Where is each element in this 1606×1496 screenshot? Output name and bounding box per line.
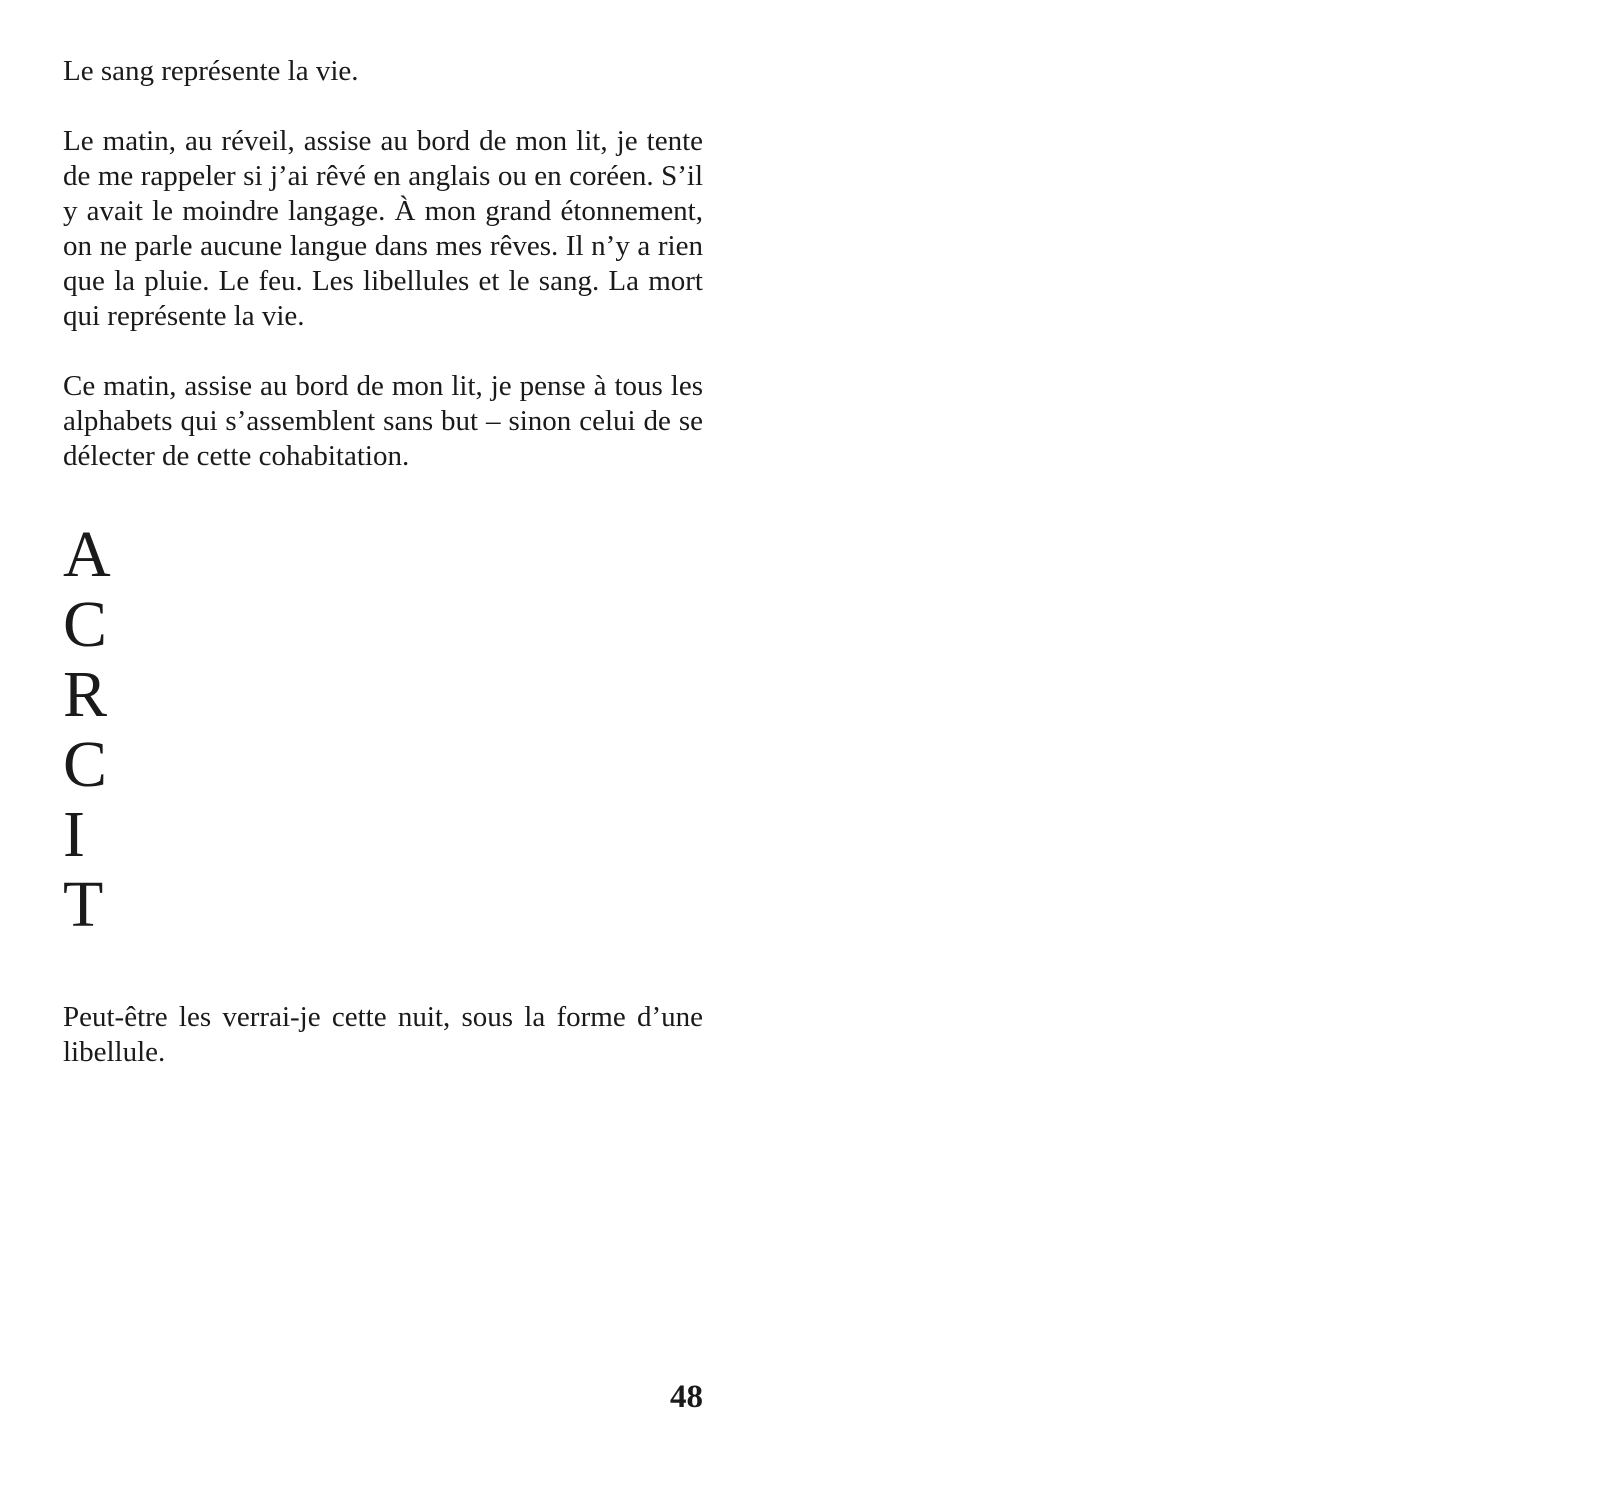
vertical-letters <box>63 520 111 940</box>
letter-3: R <box>63 658 108 731</box>
paragraph-1: Le sang représente la vie. <box>63 55 359 87</box>
page-number: 48 <box>670 1379 703 1415</box>
paragraph-3: Ce matin, assise au bord de mon lit, je pense à tous les alphabets qui s’assemblent sans but – sinon celui de se délecter de cette cohabitation. <box>63 370 703 472</box>
paragraph-2: Le matin, au réveil, assise au bord de mon lit, je tente de me rappeler si j’ai rêvé en anglais ou en coréen. S’il y avait le moindre langage. À mon grand étonnement, on ne parle aucune langue dans mes rêves. Il n’y a rien que la pluie. Le feu. Les libellules et le sang. La mort qui représente la vie. <box>63 125 703 332</box>
letter-1: A <box>63 518 111 591</box>
letter-4: C <box>63 728 108 801</box>
body-text <box>63 54 703 474</box>
letter-6: T <box>63 868 104 941</box>
closing-paragraph: Peut-être les verrai-je cette nuit, sous la forme d’une libellule. <box>63 1001 703 1068</box>
letter-5: I <box>63 798 85 871</box>
letter-2: C <box>63 588 108 661</box>
